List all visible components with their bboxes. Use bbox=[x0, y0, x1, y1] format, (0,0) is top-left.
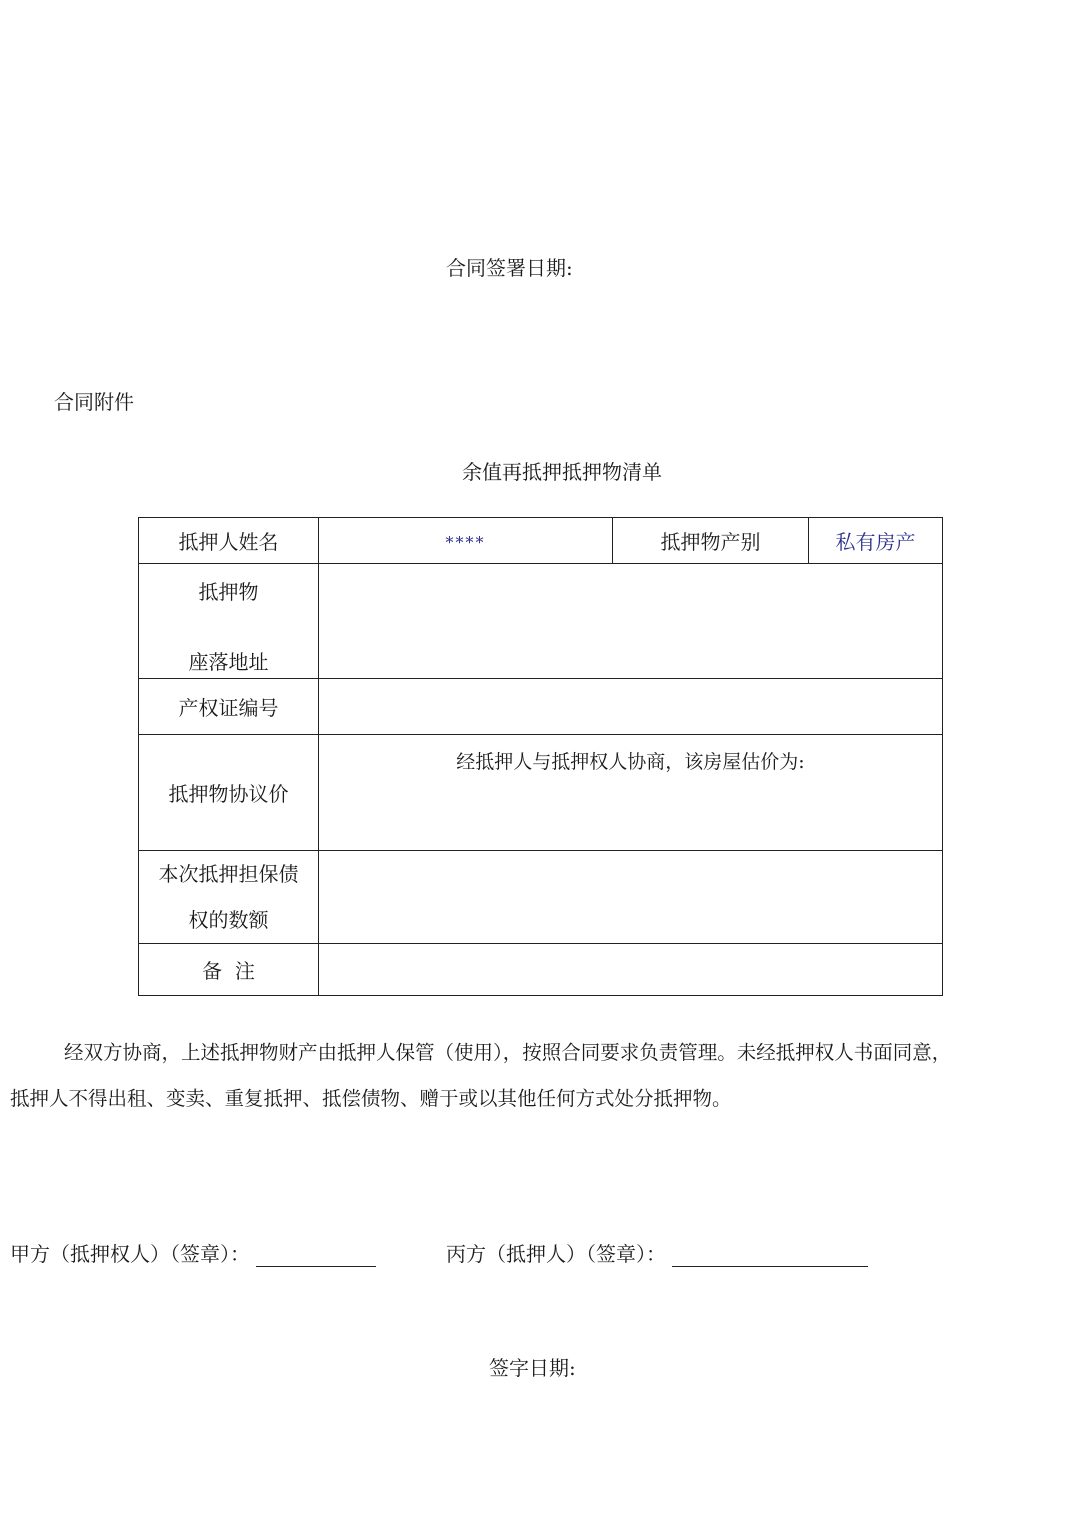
pledgor-name-text: **** bbox=[445, 532, 486, 552]
address-label-line2: 座落地址 bbox=[188, 650, 269, 674]
party-c-signature bbox=[446, 1238, 868, 1267]
pledgor-name-value[interactable] bbox=[319, 518, 613, 564]
secured-amount-label-line2: 权的数额 bbox=[188, 908, 269, 932]
agreed-price-note[interactable]: 经抵押人与抵押权人协商，该房屋估价为: bbox=[319, 735, 943, 851]
table-row-cert bbox=[139, 679, 943, 735]
property-type-value[interactable]: 私有房产 bbox=[809, 518, 943, 564]
pledge-list-table bbox=[138, 517, 943, 996]
table-row-remark bbox=[139, 944, 943, 996]
property-type-label: 抵押物产别 bbox=[613, 518, 809, 564]
table-row-secured bbox=[139, 851, 943, 944]
remark-label: 备 注 bbox=[139, 944, 319, 996]
secured-amount-value[interactable] bbox=[319, 851, 943, 944]
remark-value[interactable] bbox=[319, 944, 943, 996]
attachment-heading: 合同附件 bbox=[54, 390, 134, 414]
party-c-label: 丙方（抵押人）（签章）： bbox=[446, 1242, 666, 1266]
party-a-signature-line[interactable] bbox=[256, 1242, 376, 1267]
signing-date-label: 签字日期: bbox=[489, 1356, 576, 1380]
secured-amount-label-line1: 本次抵押担保债 bbox=[158, 862, 299, 886]
table-row-price bbox=[139, 735, 943, 851]
cert-no-label: 产权证编号 bbox=[139, 679, 319, 735]
list-title: 余值再抵押抵押物清单 bbox=[462, 460, 662, 484]
table-row-address bbox=[139, 564, 943, 679]
table-row-pledgor bbox=[139, 518, 943, 564]
cert-no-value[interactable] bbox=[319, 679, 943, 735]
address-value[interactable] bbox=[319, 564, 943, 679]
secured-amount-label bbox=[139, 851, 319, 944]
custody-paragraph-line2: 抵押人不得出租、变卖、重复抵押、抵偿债物、赠于或以其他任何方式处分抵押物。 bbox=[10, 1087, 732, 1110]
agreed-price-label: 抵押物协议价 bbox=[139, 735, 319, 851]
party-c-signature-line[interactable] bbox=[672, 1242, 868, 1267]
party-a-label: 甲方（抵押权人）（签章）： bbox=[10, 1242, 250, 1266]
address-label bbox=[139, 564, 319, 679]
custody-paragraph-line1: 经双方协商，上述抵押物财产由抵押人保管（使用），按照合同要求负责管理。未经抵押权人书面同意， bbox=[64, 1041, 952, 1064]
party-a-signature bbox=[10, 1238, 376, 1267]
custody-paragraph bbox=[10, 1030, 1070, 1122]
pledgor-name-label: 抵押人姓名 bbox=[139, 518, 319, 564]
address-label-line1: 抵押物 bbox=[198, 580, 259, 604]
contract-sign-date-label: 合同签署日期: bbox=[446, 256, 573, 280]
